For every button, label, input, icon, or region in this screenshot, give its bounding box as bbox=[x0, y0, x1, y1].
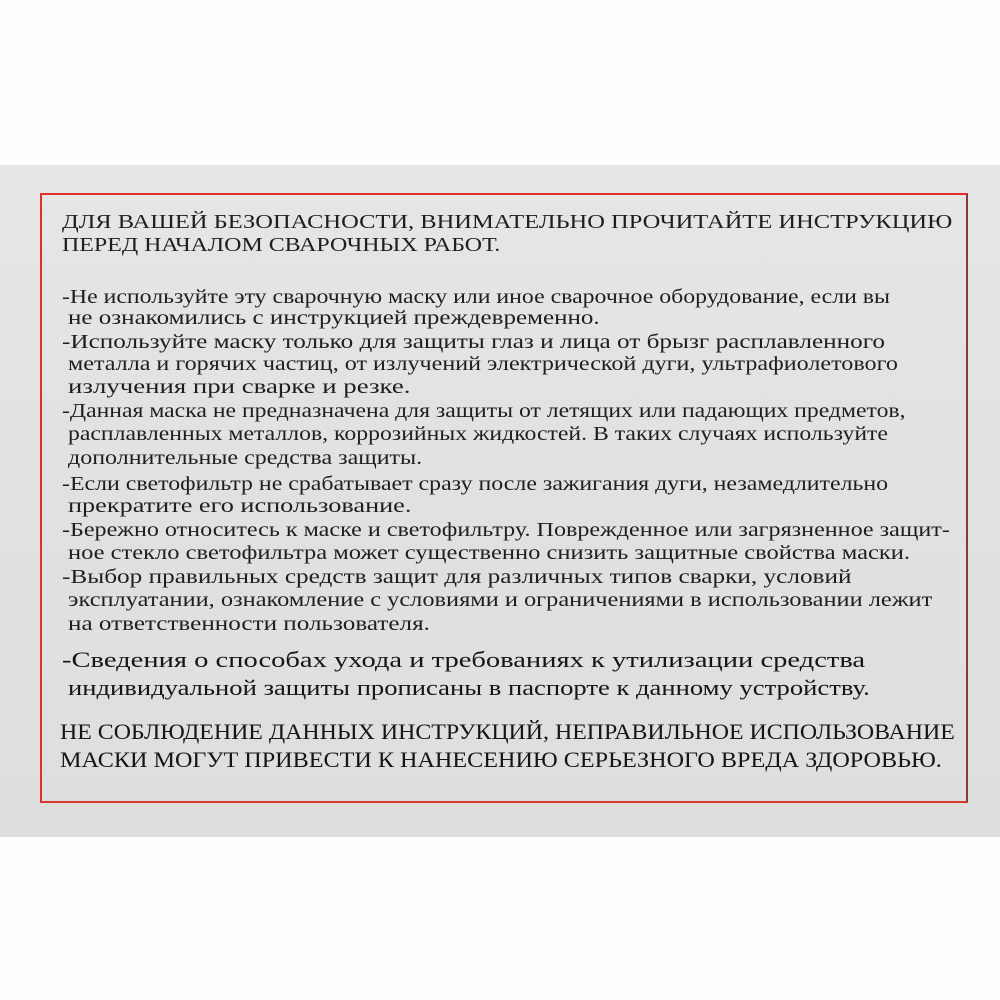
body-line: -Бережно относитесь к маске и светофильтру. Поврежденное или загрязненное защит- bbox=[62, 519, 950, 541]
heading-line: ДЛЯ ВАШЕЙ БЕЗОПАСНОСТИ, ВНИМАТЕЛЬНО ПРОЧИТАЙТЕ ИНСТРУКЦИЮ bbox=[62, 211, 953, 233]
heading-line: ПЕРЕД НАЧАЛОМ СВАРОЧНЫХ РАБОТ. bbox=[62, 234, 501, 256]
body-line: дополнительные средства защиты. bbox=[68, 447, 423, 469]
body-line: -Если светофильтр не срабатывает сразу после зажигания дуги, незамедлительно bbox=[62, 473, 889, 495]
body-line: расплавленных металлов, коррозийных жидкостей. В таких случаях используйте bbox=[68, 423, 888, 445]
body-line: ное стекло светофильтра может существенно снизить защитные свойства маски. bbox=[68, 542, 911, 564]
warning-line: НЕ СОБЛЮДЕНИЕ ДАННЫХ ИНСТРУКЦИЙ, НЕПРАВИЛЬНОЕ ИСПОЛЬЗОВАНИЕ bbox=[60, 719, 955, 744]
body-line: излучения при сварке и резке. bbox=[68, 376, 411, 398]
body-line: прекратите его использование. bbox=[68, 495, 412, 517]
body-line: не ознакомились с инструкцией преждевременно. bbox=[68, 307, 600, 329]
body-line: -Выбор правильных средств защит для различных типов сварки, условий bbox=[62, 566, 852, 588]
body-line: на ответственности пользователя. bbox=[68, 613, 430, 635]
body-line: -Используйте маску только для защиты глаз и лица от брызг расплавленного bbox=[62, 331, 886, 353]
body-line: -Сведения о способах ухода и требованиях к утилизации средства bbox=[62, 647, 866, 672]
body-line: эксплуатании, ознакомление с условиями и ограничениями в использовании лежит bbox=[68, 589, 933, 611]
body-line: индивидуальной защиты прописаны в паспорте к данному устройству. bbox=[68, 675, 870, 700]
body-line: -Данная маска не предназначена для защиты от летящих или падающих предметов, bbox=[62, 400, 906, 422]
warning-line: МАСКИ МОГУТ ПРИВЕСТИ К НАНЕСЕНИЮ СЕРЬЕЗНОГО ВРЕДА ЗДОРОВЬЮ. bbox=[60, 747, 942, 772]
body-line: металла и горячих частиц, от излучений электрической дуги, ультрафиолетового bbox=[68, 353, 898, 375]
body-line: -Не используйте эту сварочную маску или иное сварочное оборудование, если вы bbox=[62, 286, 890, 308]
